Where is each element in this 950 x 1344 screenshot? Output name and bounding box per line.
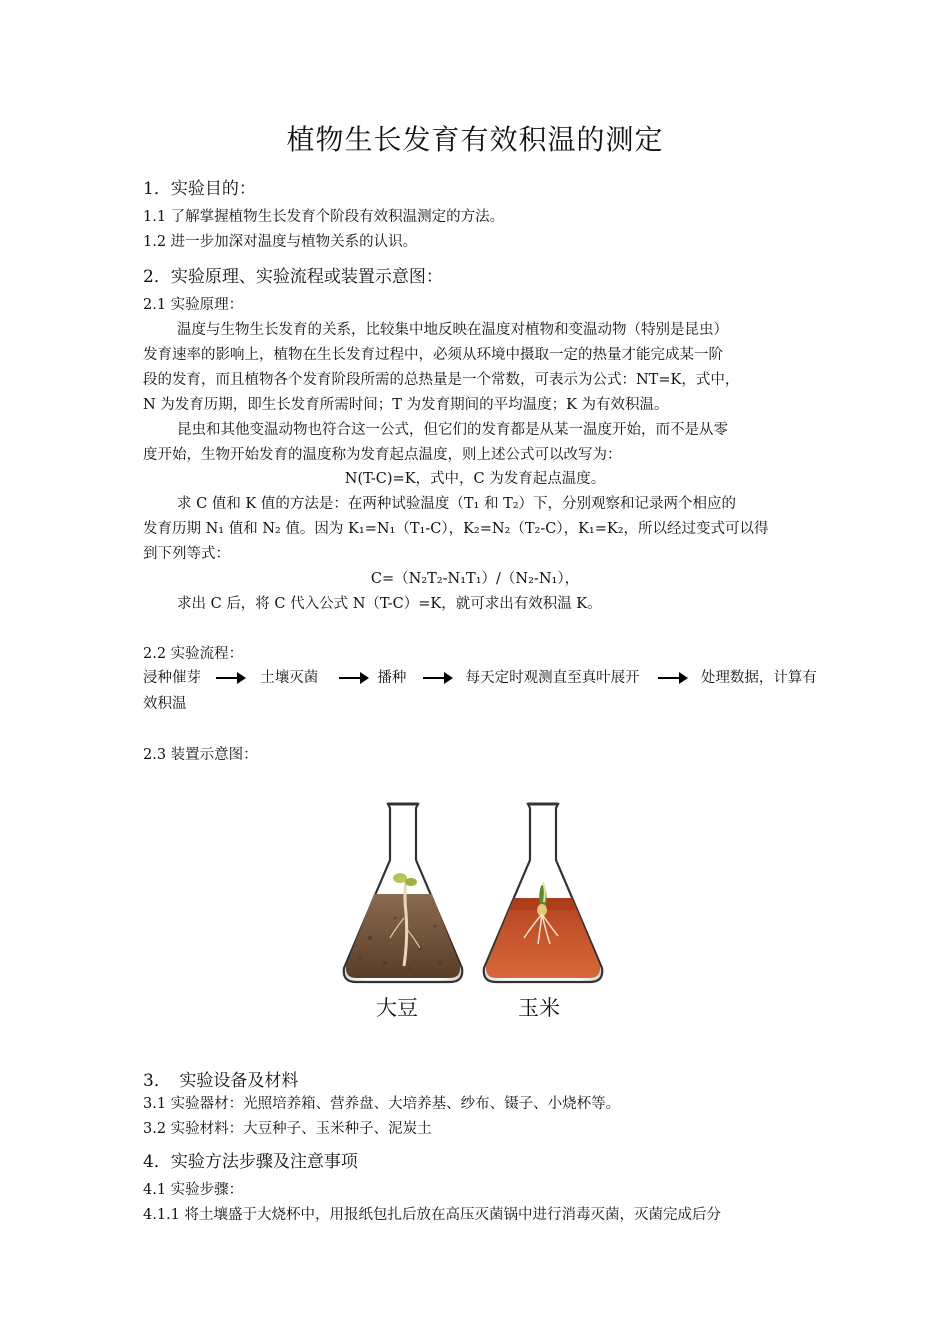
flow-step-5: 处理数据，计算有 (700, 670, 817, 686)
flow-step-1: 浸种催芽 (143, 670, 201, 686)
section-3-item-2: 3.2 实验材料：大豆种子、玉米种子、泥炭土 (143, 1121, 432, 1137)
section-3-item-1: 3.1 实验器材：光照培养箱、营养盘、大培养基、纱布、镊子、小烧杯等。 (143, 1096, 621, 1112)
caption-corn: 玉米 (518, 996, 560, 1020)
section-2-heading: 2．实验原理、实验流程或装置示意图： (143, 267, 443, 287)
section-4-heading: 4．实验方法步骤及注意事项 (143, 1152, 358, 1172)
method-conclusion: 求出 C 后，将 C 代入公式 N（T-C）=K，就可求出有效积温 K。 (177, 596, 602, 612)
arrow-right-icon (423, 677, 449, 679)
arrow-right-icon (339, 677, 365, 679)
caption-soybean: 大豆 (376, 996, 418, 1020)
flow-chart (143, 666, 817, 687)
flow-step-2: 土壤灭菌 (260, 670, 319, 686)
method-line: 到下列等式： (143, 546, 230, 562)
subsection-2-2: 2.2 实验流程： (143, 646, 244, 662)
flow-step-5-continued: 效积温 (143, 696, 187, 712)
method-line: 发育历期 N₁ 值和 N₂ 值。因为 K₁=N₁（T₁-C），K₂=N₂（T₂-C），K₁=K₂，所以经过变式可以得 (143, 521, 769, 537)
principle-line: 度开始，生物开始发育的温度称为发育起点温度，则上述公式可以改写为： (143, 447, 622, 463)
section-4-item-1: 4.1 实验步骤： (143, 1182, 244, 1198)
principle-line: N 为发育历期，即生长发育所需时间；T 为发育期间的平均温度；K 为有效积温。 (143, 397, 669, 413)
section-1-item-2: 1.2 进一步加深对温度与植物关系的认识。 (143, 234, 418, 250)
principle-line: 发育速率的影响上，植物在生长发育过程中，必须从环境中摄取一定的热量才能完成某一阶 (143, 347, 723, 363)
page-title: 植物生长发育有效积温的测定 (286, 123, 664, 156)
subsection-2-3: 2.3 装置示意图： (143, 747, 258, 763)
formula-c: C=（N₂T₂-N₁T₁）/（N₂-N₁）， (370, 571, 580, 587)
flow-step-3: 播种 (377, 670, 407, 686)
principle-line: 昆虫和其他变温动物也符合这一公式，但它们的发育都是从某一温度开始，而不是从零 (177, 422, 728, 438)
arrow-right-icon (658, 677, 684, 679)
principle-line: 温度与生物生长发育的关系，比较集中地反映在温度对植物和变温动物（特别是昆虫） (177, 322, 728, 338)
formula-ntk: N(T-C)=K，式中，C 为发育起点温度。 (344, 471, 606, 487)
flow-step-4: 每天定时观测直至真叶展开 (465, 670, 640, 686)
section-3-heading: 3． 实验设备及材料 (143, 1071, 299, 1091)
method-line: 求 C 值和 K 值的方法是：在两种试验温度（T₁ 和 T₂）下，分别观察和记录两个相应的 (177, 496, 737, 512)
apparatus-diagram (340, 798, 610, 990)
flask-soybean (344, 804, 463, 982)
section-4-item-2: 4.1.1 将土壤盛于大烧杯中，用报纸包扎后放在高压灭菌锅中进行消毒灭菌，灭菌完成后分 (143, 1207, 721, 1223)
flask-corn (484, 804, 603, 982)
section-1-item-1: 1.1 了解掌握植物生长发育个阶段有效积温测定的方法。 (143, 209, 505, 225)
arrow-right-icon (216, 677, 242, 679)
subsection-2-1: 2.1 实验原理： (143, 297, 244, 313)
principle-line: 段的发育，而且植物各个发育阶段所需的总热量是一个常数，可表示为公式：NT=K，式中， (143, 372, 740, 388)
section-1-heading: 1．实验目的： (143, 179, 256, 199)
seedling-leaf (393, 873, 407, 883)
